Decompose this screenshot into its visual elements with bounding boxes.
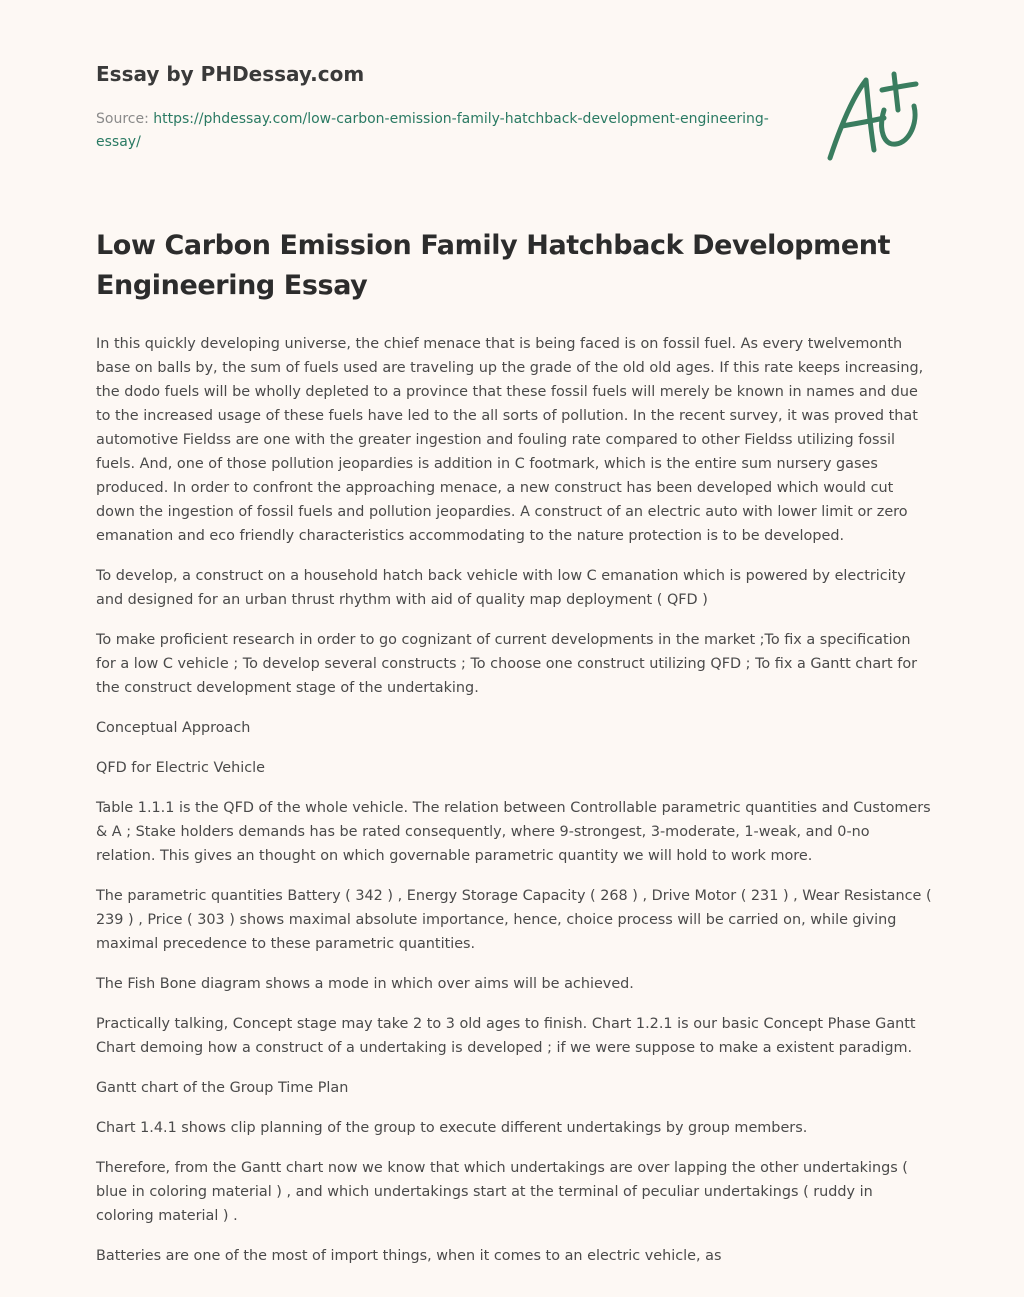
article-paragraph: Table 1.1.1 is the QFD of the whole vehicle. The relation between Controllable parametric quantities and Customers & A ; Stake holders demands has be rated consequently, where 9-strongest, 3-moderate, 1-weak, and 0-no relation. This gives an thought on which governable parametric quantity we will hold to work more. xyxy=(96,800,931,864)
article-paragraph: Therefore, from the Gantt chart now we know that which undertakings are over lapping the other undertakings ( blue in coloring material ) , and which undertakings start at the terminal of peculiar undertakings ( ruddy in coloring material ) . xyxy=(96,1160,908,1224)
article-paragraph: To make proficient research in order to go cognizant of current developments in the market ;To fix a specification for a low C vehicle ; To develop several constructs ; To choose one construct utilizing QFD ; To fix a Gantt chart for the construct development stage of the undertaking. xyxy=(96,632,918,696)
article-paragraph: In this quickly developing universe, the chief menace that is being faced is on fossil fuel. As every twelvemonth base on balls by, the sum of fuels used are traveling up the grade of the old old ages. If this rate keeps increasing, the dodo fuels will be wholly depleted to a province that these fossil fuels will merely be known in names and due to the increased usage of these fuels have led to the all sorts of pollution. In the recent survey, it was proved that automotive Fieldss are one with the greater ingestion and fouling rate compared to other Fieldss utilizing fossil fuels. And, one of those pollution jeopardies is addition in C footmark, which is the entire sum nursery gases produced. In order to confront the approaching menace, a new construct has been developed which would cut down the ingestion of fossil fuels and pollution jeopardies. A construct of an electric auto with lower limit or zero emanation and eco friendly characteristics accommodating to the nature protection is to be developed. xyxy=(96,336,924,544)
article-paragraph: Conceptual Approach xyxy=(96,720,251,736)
article-paragraph: The parametric quantities Battery ( 342 ) , Energy Storage Capacity ( 268 ) , Drive Motor ( 231 ) , Wear Resistance ( 239 ) , Price ( 303 ) shows maximal absolute importance, hence, choice process will be carried on, while giving maximal precedence to these parametric quantities. xyxy=(96,888,932,952)
article-paragraph: Practically talking, Concept stage may take 2 to 3 old ages to finish. Chart 1.2.1 is our basic Concept Phase Gantt Chart demoing how a construct of a undertaking is developed ; if we were suppose to make a existent paradigm. xyxy=(96,1016,916,1056)
a-plus-grade-icon xyxy=(818,66,928,166)
page-header xyxy=(96,62,776,154)
article-paragraph: Gantt chart of the Group Time Plan xyxy=(96,1080,349,1096)
source-link[interactable]: https://phdessay.com/low-carbon-emission-family-hatchback-development-engineering-essay/ xyxy=(96,111,769,150)
article-paragraph: Batteries are one of the most of import things, when it comes to an electric vehicle, as xyxy=(96,1248,722,1264)
source-line xyxy=(96,108,776,154)
article-title: Low Carbon Emission Family Hatchback Development Engineering Essay xyxy=(96,230,891,301)
article-paragraph: Chart 1.4.1 shows clip planning of the group to execute different undertakings by group members. xyxy=(96,1120,808,1136)
site-brand: Essay by PHDessay.com xyxy=(96,62,365,86)
source-label: Source: xyxy=(96,111,154,127)
article xyxy=(96,226,932,1284)
article-paragraph: To develop, a construct on a household hatch back vehicle with low C emanation which is powered by electricity and designed for an urban thrust rhythm with aid of quality map deployment ( QFD ) xyxy=(96,568,906,608)
article-paragraph: The Fish Bone diagram shows a mode in which over aims will be achieved. xyxy=(96,976,634,992)
article-paragraph: QFD for Electric Vehicle xyxy=(96,760,265,776)
